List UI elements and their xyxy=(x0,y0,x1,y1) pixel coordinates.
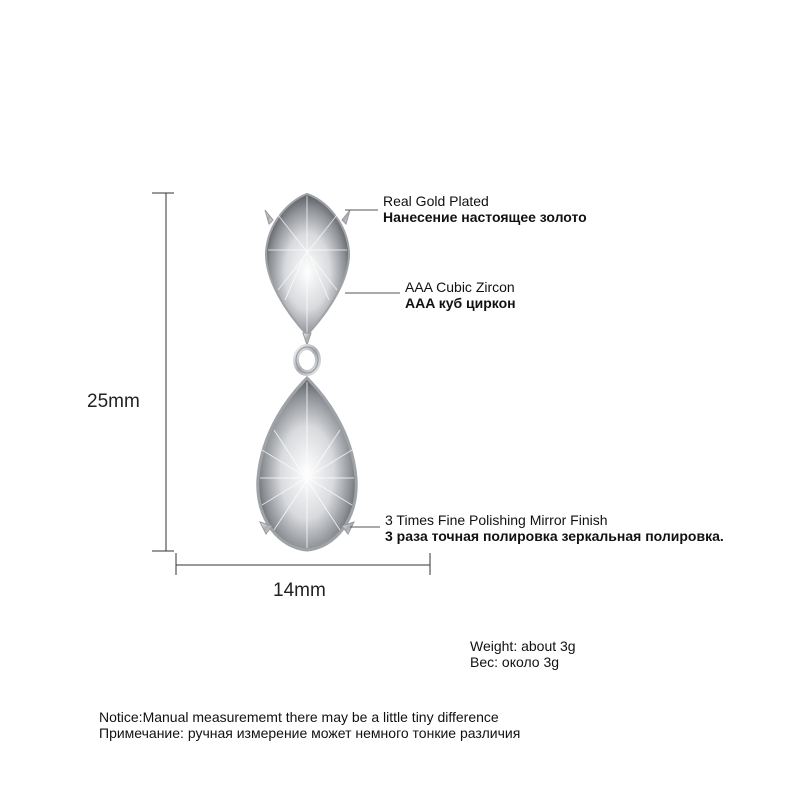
callout-polishing xyxy=(385,512,724,544)
top-gem xyxy=(265,194,350,345)
link-ring xyxy=(296,347,318,373)
weight-info xyxy=(470,638,576,670)
width-label: 14mm xyxy=(273,580,326,601)
callout-polishing-ru: 3 раза точная полировка зеркальная полировка. xyxy=(385,528,724,544)
width-dimension-line xyxy=(176,553,430,575)
callout-gold-plated-en: Real Gold Plated xyxy=(383,193,489,209)
notice xyxy=(99,709,520,741)
weight-en: Weight: about 3g xyxy=(470,638,576,654)
callout-gold-plated xyxy=(383,193,587,225)
weight-ru: Вес: около 3g xyxy=(470,654,560,670)
callout-cubic-zircon-en: AAA Cubic Zircon xyxy=(405,279,515,295)
callout-polishing-en: 3 Times Fine Polishing Mirror Finish xyxy=(385,512,608,528)
bottom-gem xyxy=(258,378,356,550)
callout-cubic-zircon xyxy=(405,279,516,311)
height-dimension-line xyxy=(152,193,174,551)
callout-cubic-zircon-ru: AAA куб циркон xyxy=(405,295,516,311)
notice-en: Notice:Manual measurememt there may be a little tiny difference xyxy=(99,709,499,725)
height-label: 25mm xyxy=(87,391,140,412)
notice-ru: Примечание: ручная измерение может немного тонкие различия xyxy=(99,725,521,741)
callout-gold-plated-ru: Нанесение настоящее золото xyxy=(383,209,587,225)
